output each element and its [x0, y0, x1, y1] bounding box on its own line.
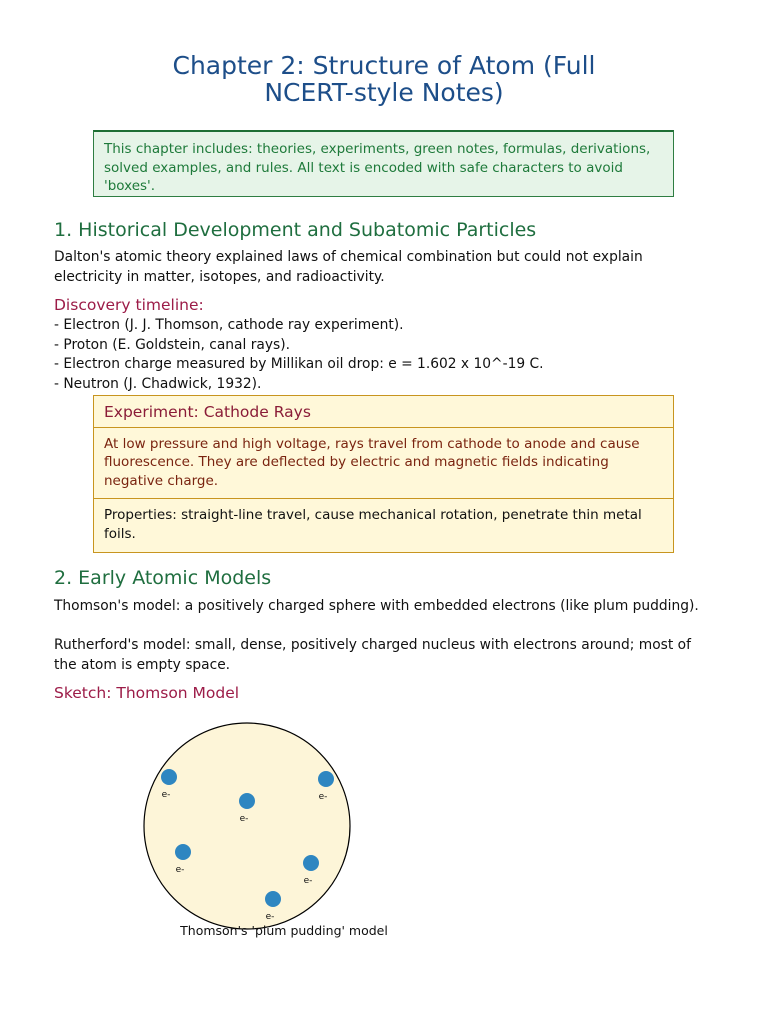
- dalton-paragraph: Dalton's atomic theory explained laws of chemical combination but could not explain electricity in matter, isotopes, and radioactivity.: [54, 249, 643, 285]
- timeline-item: - Electron (J. J. Thomson, cathode ray experiment).: [54, 317, 404, 333]
- positive-sphere: [144, 723, 350, 929]
- timeline-list: [54, 316, 544, 394]
- electron-label: e-: [265, 912, 275, 922]
- page-title: [54, 52, 714, 106]
- timeline-item: - Neutron (J. Chadwick, 1932).: [54, 375, 262, 392]
- electron-label: e-: [161, 790, 171, 800]
- experiment-box: [93, 395, 674, 553]
- electron-dot: [318, 771, 334, 787]
- electron-dot: [175, 844, 191, 860]
- electron-dot: [239, 793, 255, 809]
- sketch-heading: Sketch: Thomson Model: [54, 684, 240, 702]
- rutherford-paragraph: Rutherford's model: small, dense, positively charged nucleus with electrons around; most of the atom is empty space.: [54, 637, 691, 673]
- experiment-description: At low pressure and high voltage, rays travel from cathode to anode and cause fluorescence. They are deflected by electric and magnetic fields indicating negative charge.: [94, 428, 673, 499]
- electron-dot: [161, 769, 177, 785]
- intro-note: This chapter includes: theories, experiments, green notes, formulas, derivations, solved examples, and rules. All text is encoded with safe characters to avoid 'boxes'.: [93, 130, 674, 197]
- electron-label: e-: [175, 865, 185, 875]
- thomson-paragraph: Thomson's model: a positively charged sphere with embedded electrons (like plum pudding).: [54, 598, 699, 614]
- electron-dot: [265, 891, 281, 907]
- sketch-caption: Thomson's 'plum pudding' model: [180, 923, 388, 938]
- timeline-heading: Discovery timeline:: [54, 296, 204, 314]
- electron-label: e-: [318, 792, 328, 802]
- thomson-model-sketch: [0, 700, 768, 950]
- page-title-line-1: Chapter 2: Structure of Atom (Full: [172, 51, 596, 80]
- experiment-properties: Properties: straight-line travel, cause mechanical rotation, penetrate thin metal foils.: [104, 506, 642, 542]
- electron-label: e-: [303, 876, 313, 886]
- timeline-item: - Electron charge measured by Millikan oil drop: e = 1.602 x 10^-19 C.: [54, 356, 544, 373]
- timeline-item: - Proton (E. Goldstein, canal rays).: [54, 336, 290, 353]
- section-1-heading: 1. Historical Development and Subatomic Particles: [54, 219, 537, 241]
- experiment-title: Experiment: Cathode Rays: [94, 396, 673, 428]
- electron-label: e-: [239, 814, 249, 824]
- electron-dot: [303, 855, 319, 871]
- section-2-heading: 2. Early Atomic Models: [54, 567, 272, 589]
- page-title-line-2: NCERT-style Notes): [264, 78, 504, 107]
